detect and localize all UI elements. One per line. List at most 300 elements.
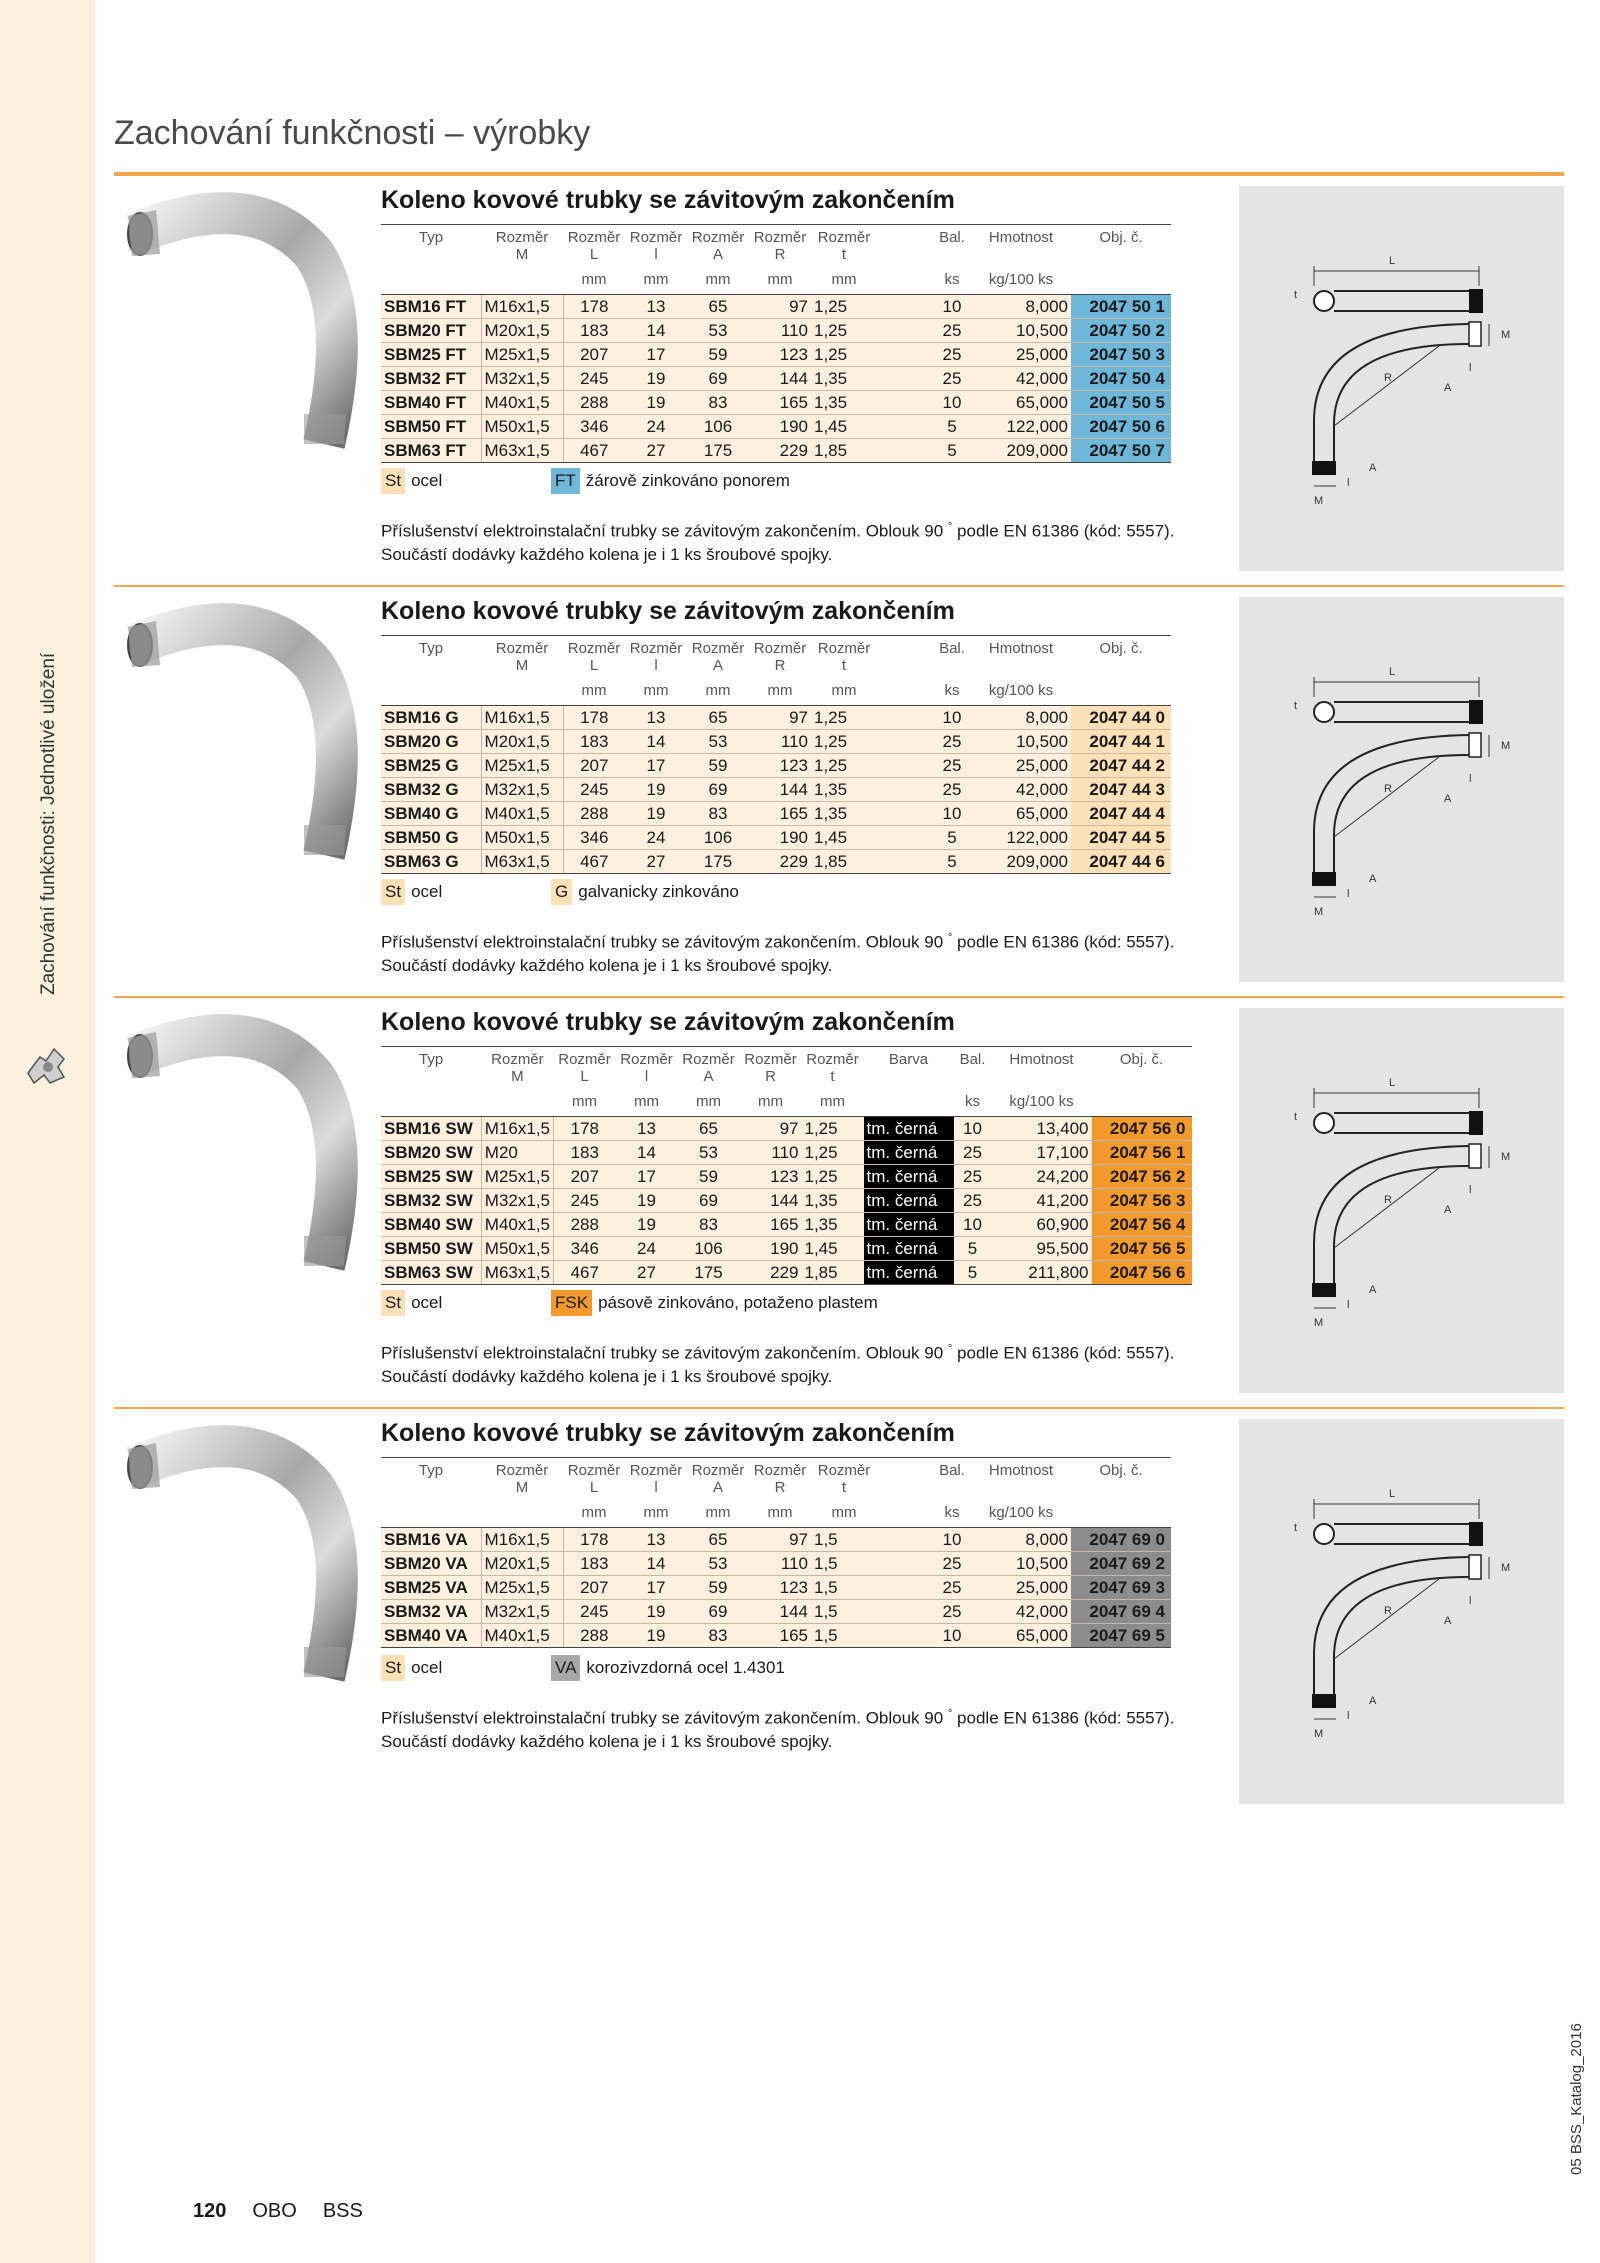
diagram-label-A-right: A [1444,1204,1452,1216]
length-A-cell: 53 [687,730,749,754]
column-unit: mm [563,263,625,295]
weight-cell: 8,000 [971,295,1071,319]
radius-R-cell: 165 [749,391,811,415]
wall-t-cell: 1,85 [811,850,877,874]
diagram-label-L: L [1389,1488,1396,1500]
diagram-label-l-bottom: l [1347,1299,1350,1311]
column-unit [877,1496,933,1528]
order-number-cell: 2047 50 7 [1071,439,1171,463]
table-row [381,1117,1192,1141]
type-cell: SBM32 VA [381,1600,481,1624]
note-line-2: Součástí dodávky každého kolena je i 1 ks šroubové spojky. [381,1731,833,1751]
type-cell: SBM50 G [381,826,481,850]
column-unit: mm [687,674,749,706]
column-header: Rozměr R [749,1458,811,1497]
order-number-cell: 2047 69 5 [1071,1624,1171,1648]
column-unit [481,1496,563,1528]
thread-M-cell: M63x1,5 [481,439,563,463]
type-cell: SBM20 SW [381,1141,481,1165]
pipe-bend-photo [114,996,364,1276]
diagram-label-A-bottom: A [1369,462,1377,474]
table-units-row [381,263,1171,295]
thread-M-cell: M25x1,5 [481,754,563,778]
footer-brand: OBO [252,2200,297,2222]
legend-text: galvanicky zinkováno [578,882,739,901]
radius-R-cell: 123 [749,754,811,778]
length-L-cell: 245 [563,1600,625,1624]
column-header: Rozměr l [616,1047,678,1086]
column-header: Rozměr R [749,225,811,264]
table-header-row [381,636,1171,675]
weight-cell: 25,000 [971,1576,1071,1600]
length-l-cell: 13 [625,295,687,319]
length-l-cell: 14 [625,730,687,754]
column-unit: mm [625,263,687,295]
column-header: Rozměr L [554,1047,616,1086]
length-l-cell: 19 [616,1213,678,1237]
pack-cell: 5 [954,1261,992,1285]
legend-item [551,468,790,494]
type-cell: SBM50 SW [381,1237,481,1261]
diagram-label-R: R [1384,783,1392,795]
order-number-cell: 2047 44 2 [1071,754,1171,778]
type-cell: SBM63 G [381,850,481,874]
length-l-cell: 19 [625,367,687,391]
table-units-row [381,674,1171,706]
legend-text: žárově zinkováno ponorem [585,471,790,490]
diagram-label-t: t [1294,1111,1298,1123]
color-cell: tm. černá [864,1213,954,1237]
column-unit: mm [811,263,877,295]
radius-R-cell: 144 [740,1189,802,1213]
wall-t-cell: 1,35 [802,1213,864,1237]
thread-M-cell: M32x1,5 [481,778,563,802]
pack-cell: 25 [933,730,971,754]
diagram-label-L: L [1389,255,1396,267]
column-header: Typ [381,225,481,264]
section-title: Koleno kovové trubky se závitovým zakončením [381,1419,955,1447]
diagram-label-t: t [1294,700,1298,712]
thread-M-cell: M16x1,5 [481,295,563,319]
legend-item [381,879,442,905]
table-row [381,1165,1192,1189]
length-L-cell: 183 [563,1552,625,1576]
table-row [381,1189,1192,1213]
pack-cell: 10 [933,1528,971,1552]
table-header-row [381,1047,1192,1086]
length-l-cell: 24 [625,826,687,850]
length-L-cell: 178 [563,1528,625,1552]
type-cell: SBM32 SW [381,1189,481,1213]
column-header: Bal. [933,1458,971,1497]
thread-M-cell: M20x1,5 [481,319,563,343]
order-number-cell: 2047 56 2 [1092,1165,1192,1189]
pipe-bend-photo [114,174,364,454]
pack-cell: 25 [954,1141,992,1165]
table-row [381,826,1171,850]
column-unit [877,263,933,295]
column-unit: ks [954,1085,992,1117]
color-cell: tm. černá [864,1189,954,1213]
wall-t-cell: 1,35 [811,367,877,391]
diagram-label-R: R [1384,1605,1392,1617]
radius-R-cell: 165 [749,802,811,826]
spacer-cell [877,730,933,754]
table-header-row [381,1458,1171,1497]
column-header: Hmotnost [971,636,1071,675]
column-header: Rozměr M [481,636,563,675]
product-section [114,585,1564,985]
length-L-cell: 346 [563,826,625,850]
spacer-cell [877,802,933,826]
thread-M-cell: M25x1,5 [481,1165,553,1189]
pack-cell: 25 [933,1600,971,1624]
wall-t-cell: 1,25 [811,754,877,778]
legend-item [551,1655,785,1681]
table-row [381,706,1171,730]
column-header: Bal. [933,225,971,264]
diagram-label-l-right: l [1469,1184,1472,1196]
legend-item [551,879,739,905]
length-A-cell: 83 [687,1624,749,1648]
wall-t-cell: 1,35 [811,778,877,802]
pack-cell: 5 [933,826,971,850]
length-A-cell: 65 [678,1117,740,1141]
pack-cell: 25 [954,1189,992,1213]
radius-R-cell: 123 [749,1576,811,1600]
wall-t-cell: 1,5 [811,1552,877,1576]
length-A-cell: 65 [687,295,749,319]
length-L-cell: 178 [554,1117,616,1141]
weight-cell: 65,000 [971,802,1071,826]
radius-R-cell: 190 [749,415,811,439]
catalog-label: 05 BSS_Katalog_2016 [1568,2023,1585,2175]
column-unit [1071,263,1171,295]
length-l-cell: 17 [625,754,687,778]
type-cell: SBM16 SW [381,1117,481,1141]
product-note [381,516,1174,566]
order-number-cell: 2047 50 6 [1071,415,1171,439]
note-line-1: Příslušenství elektroinstalační trubky se závitovým zakončením. Oblouk 90 ° podle EN 61386 (kód: 5557). [381,1343,1175,1363]
thread-M-cell: M63x1,5 [481,1261,553,1285]
radius-R-cell: 229 [749,850,811,874]
thread-M-cell: M40x1,5 [481,391,563,415]
spacer-cell [877,367,933,391]
column-header: Rozměr R [740,1047,802,1086]
type-cell: SBM16 FT [381,295,481,319]
length-L-cell: 467 [554,1261,616,1285]
column-unit: mm [625,674,687,706]
length-l-cell: 19 [625,802,687,826]
table-row [381,778,1171,802]
thread-M-cell: M40x1,5 [481,1213,553,1237]
radius-R-cell: 144 [749,778,811,802]
chapter-tab-icon [24,1043,68,1089]
length-l-cell: 27 [616,1261,678,1285]
pack-cell: 25 [933,1576,971,1600]
spacer-cell [877,1624,933,1648]
product-note [381,1338,1174,1388]
column-header: Rozměr t [811,225,877,264]
table-row [381,1600,1171,1624]
diagram-label-R: R [1384,1194,1392,1206]
column-header: Barva [864,1047,954,1086]
thread-M-cell: M32x1,5 [481,1189,553,1213]
table-row [381,1141,1192,1165]
pack-cell: 10 [954,1213,992,1237]
table-row [381,850,1171,874]
length-l-cell: 17 [625,1576,687,1600]
table-row [381,1576,1171,1600]
order-number-cell: 2047 56 5 [1092,1237,1192,1261]
order-number-cell: 2047 69 3 [1071,1576,1171,1600]
column-header: Rozměr t [802,1047,864,1086]
wall-t-cell: 1,25 [811,706,877,730]
column-unit: ks [933,1496,971,1528]
radius-R-cell: 97 [749,1528,811,1552]
column-unit [877,674,933,706]
product-note [381,1703,1174,1753]
order-number-cell: 2047 44 6 [1071,850,1171,874]
order-number-cell: 2047 56 1 [1092,1141,1192,1165]
column-header: Typ [381,1458,481,1497]
dimension-diagram [1239,597,1564,982]
weight-cell: 41,200 [992,1189,1092,1213]
spacer-cell [877,1600,933,1624]
diagram-label-M-bottom: M [1314,906,1324,918]
column-unit: mm [554,1085,616,1117]
column-header: Obj. č. [1092,1047,1192,1086]
dimension-diagram [1239,1419,1564,1804]
column-header: Rozměr M [481,1458,563,1497]
column-header: Typ [381,1047,481,1086]
length-l-cell: 19 [625,1600,687,1624]
legend-text: korozivzdorná ocel 1.4301 [586,1658,785,1677]
column-unit: ks [933,263,971,295]
degree-sign: ° [947,521,953,533]
length-l-cell: 13 [625,706,687,730]
diagram-label-A-right: A [1444,382,1452,394]
pack-cell: 25 [954,1165,992,1189]
spacer-cell [877,826,933,850]
wall-t-cell: 1,35 [811,802,877,826]
order-number-cell: 2047 69 4 [1071,1600,1171,1624]
table-row [381,343,1171,367]
thread-M-cell: M63x1,5 [481,850,563,874]
note-line-2: Součástí dodávky každého kolena je i 1 ks šroubové spojky. [381,1366,833,1386]
type-cell: SBM25 SW [381,1165,481,1189]
column-header: Obj. č. [1071,1458,1171,1497]
order-number-cell: 2047 69 2 [1071,1552,1171,1576]
table-row [381,730,1171,754]
length-A-cell: 53 [687,1552,749,1576]
section-title: Koleno kovové trubky se závitovým zakončením [381,597,955,625]
column-header: Obj. č. [1071,225,1171,264]
product-section [114,1407,1564,1807]
section-title: Koleno kovové trubky se závitovým zakončením [381,186,955,214]
weight-cell: 122,000 [971,415,1071,439]
wall-t-cell: 1,85 [811,439,877,463]
type-cell: SBM50 FT [381,415,481,439]
radius-R-cell: 190 [740,1237,802,1261]
radius-R-cell: 110 [749,730,811,754]
wall-t-cell: 1,45 [811,826,877,850]
pack-cell: 5 [933,415,971,439]
diagram-label-l-right: l [1469,773,1472,785]
column-header: Hmotnost [992,1047,1092,1086]
diagram-label-M-bottom: M [1314,495,1324,507]
length-A-cell: 59 [687,343,749,367]
thread-M-cell: M16x1,5 [481,1117,553,1141]
order-number-cell: 2047 44 0 [1071,706,1171,730]
spacer-cell [877,415,933,439]
thread-M-cell: M32x1,5 [481,1600,563,1624]
column-unit: kg/100 ks [971,674,1071,706]
spacer-cell [877,391,933,415]
wall-t-cell: 1,5 [811,1528,877,1552]
color-cell: tm. černá [864,1165,954,1189]
column-unit: mm [749,1496,811,1528]
column-header [877,636,933,675]
type-cell: SBM20 FT [381,319,481,343]
table-row [381,319,1171,343]
pipe-bend-photo [114,585,364,865]
type-cell: SBM63 SW [381,1261,481,1285]
radius-R-cell: 110 [740,1141,802,1165]
thread-M-cell: M32x1,5 [481,367,563,391]
order-number-cell: 2047 50 4 [1071,367,1171,391]
column-header: Typ [381,636,481,675]
thread-M-cell: M20x1,5 [481,1552,563,1576]
diagram-label-l-bottom: l [1347,477,1350,489]
radius-R-cell: 97 [740,1117,802,1141]
wall-t-cell: 1,25 [811,343,877,367]
length-l-cell: 24 [625,415,687,439]
column-unit: kg/100 ks [992,1085,1092,1117]
thread-M-cell: M20x1,5 [481,730,563,754]
pack-cell: 25 [933,778,971,802]
length-L-cell: 288 [563,802,625,826]
table-row [381,295,1171,319]
pack-cell: 10 [933,295,971,319]
type-cell: SBM25 FT [381,343,481,367]
spec-table [381,635,1171,874]
order-number-cell: 2047 69 0 [1071,1528,1171,1552]
wall-t-cell: 1,25 [811,319,877,343]
weight-cell: 209,000 [971,439,1071,463]
table-row [381,391,1171,415]
diagram-label-M-bottom: M [1314,1317,1324,1329]
radius-R-cell: 165 [749,1624,811,1648]
pipe-bend-photo [114,1407,364,1687]
type-cell: SBM25 VA [381,1576,481,1600]
legend-item [381,468,442,494]
pack-cell: 10 [933,706,971,730]
pack-cell: 25 [933,754,971,778]
spec-table [381,1457,1171,1648]
thread-M-cell: M50x1,5 [481,826,563,850]
column-unit [481,263,563,295]
thread-M-cell: M20 [481,1141,553,1165]
spacer-cell [877,319,933,343]
length-l-cell: 19 [616,1189,678,1213]
table-units-row [381,1085,1192,1117]
dimension-diagram [1239,1008,1564,1393]
column-header: Rozměr l [625,636,687,675]
type-cell: SBM32 FT [381,367,481,391]
length-A-cell: 69 [687,367,749,391]
order-number-cell: 2047 44 1 [1071,730,1171,754]
length-L-cell: 467 [563,850,625,874]
pack-cell: 25 [933,1552,971,1576]
length-L-cell: 245 [563,367,625,391]
length-A-cell: 106 [678,1237,740,1261]
length-A-cell: 69 [687,778,749,802]
table-row [381,802,1171,826]
diagram-label-M-right: M [1501,329,1511,341]
diagram-label-l-right: l [1469,362,1472,374]
column-header: Rozměr M [481,225,563,264]
weight-cell: 25,000 [971,343,1071,367]
length-l-cell: 19 [625,391,687,415]
pack-cell: 5 [933,439,971,463]
weight-cell: 24,200 [992,1165,1092,1189]
thread-M-cell: M16x1,5 [481,1528,563,1552]
thread-M-cell: M50x1,5 [481,1237,553,1261]
left-margin-strip [0,0,95,2263]
length-A-cell: 59 [687,754,749,778]
length-L-cell: 207 [554,1165,616,1189]
column-unit [1071,674,1171,706]
column-unit [481,1085,553,1117]
radius-R-cell: 97 [749,295,811,319]
weight-cell: 25,000 [971,754,1071,778]
column-unit: mm [625,1496,687,1528]
column-header: Rozměr A [687,1458,749,1497]
weight-cell: 10,500 [971,1552,1071,1576]
column-header: Rozměr A [678,1047,740,1086]
type-cell: SBM20 G [381,730,481,754]
column-header: Rozměr M [481,1047,553,1086]
length-l-cell: 27 [625,850,687,874]
diagram-label-A-bottom: A [1369,873,1377,885]
diagram-label-M-right: M [1501,1562,1511,1574]
wall-t-cell: 1,25 [811,730,877,754]
column-header: Rozměr A [687,636,749,675]
length-l-cell: 19 [625,1624,687,1648]
spacer-cell [877,850,933,874]
legend-badge: St [381,468,405,494]
column-unit: mm [749,674,811,706]
column-header: Rozměr l [625,1458,687,1497]
radius-R-cell: 97 [749,706,811,730]
column-unit [381,1496,481,1528]
spacer-cell [877,754,933,778]
length-l-cell: 14 [616,1141,678,1165]
length-A-cell: 83 [687,802,749,826]
diagram-label-t: t [1294,1522,1298,1534]
length-l-cell: 17 [616,1165,678,1189]
thread-M-cell: M50x1,5 [481,415,563,439]
weight-cell: 42,000 [971,1600,1071,1624]
column-unit: mm [616,1085,678,1117]
wall-t-cell: 1,45 [811,415,877,439]
length-l-cell: 14 [625,319,687,343]
pack-cell: 10 [954,1117,992,1141]
length-L-cell: 207 [563,754,625,778]
type-cell: SBM16 VA [381,1528,481,1552]
legend-badge: FT [551,468,580,494]
